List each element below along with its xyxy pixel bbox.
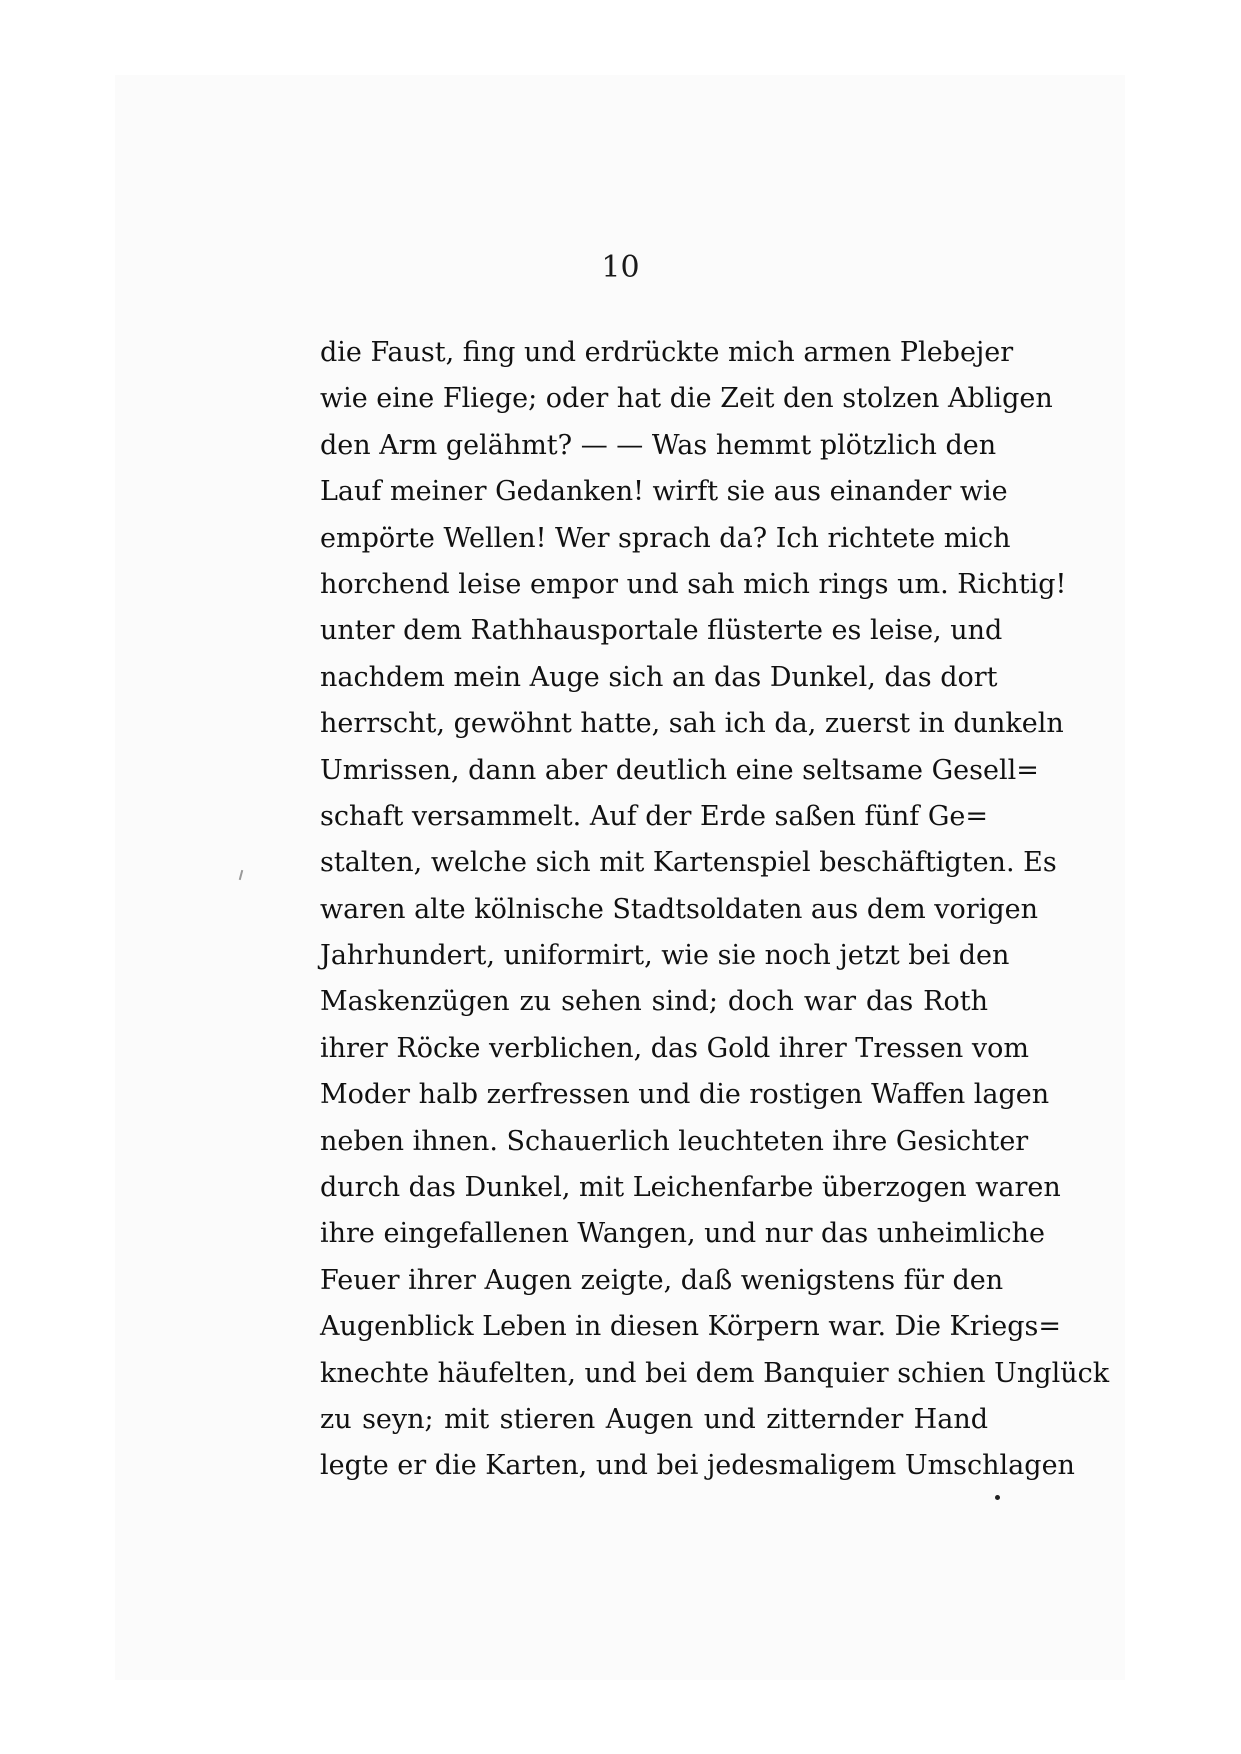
text-line: den Arm gelähmt? — — Was hemmt plötzlich den <box>320 429 997 461</box>
text-line: ihre eingefallenen Wangen, und nur das unheimliche <box>320 1218 1046 1250</box>
text-line: waren alte kölnische Stadtsoldaten aus dem vorigen <box>320 893 1038 925</box>
text-line: horchend leise empor und sah mich rings um. Richtig! <box>320 568 1067 600</box>
text-line: wie eine Fliege; oder hat die Zeit den stolzen Abligen <box>320 383 1053 415</box>
text-line: legte er die Karten, und bei jedesmaligem Umschlagen <box>320 1450 1075 1482</box>
text-line: unter dem Rathhausportale flüsterte es leise, und <box>320 615 1003 647</box>
text-line: neben ihnen. Schauerlich leuchteten ihre Gesichter <box>320 1125 1029 1157</box>
text-line: Umrissen, dann aber deutlich eine seltsame Gesell= <box>320 754 1039 786</box>
text-line: schaft versammelt. Auf der Erde saßen fünf Ge= <box>320 800 988 832</box>
text-line: zu seyn; mit stieren Augen und zitternder Hand <box>320 1403 988 1435</box>
page-number: 10 <box>601 250 640 285</box>
text-line: Jahrhundert, uniformirt, wie sie noch jetzt bei den <box>320 940 1010 972</box>
text-line: Lauf meiner Gedanken! wirft sie aus einander wie <box>320 476 1008 508</box>
text-line: knechte häufelten, und bei dem Banquier schien Unglück <box>320 1357 1110 1389</box>
scan-dot <box>995 1495 1000 1500</box>
text-line: nachdem mein Auge sich an das Dunkel, das dort <box>320 661 998 693</box>
text-line: ihrer Röcke verblichen, das Gold ihrer Tressen vom <box>320 1032 1029 1064</box>
text-line: durch das Dunkel, mit Leichenfarbe überzogen waren <box>320 1172 1061 1204</box>
body-text <box>320 330 1110 1490</box>
text-line: Augenblick Leben in diesen Körpern war. Die Kriegs= <box>320 1311 1061 1343</box>
text-line: die Faust, fing und erdrückte mich armen Plebejer <box>320 337 1014 368</box>
text-line: Maskenzügen zu sehen sind; doch war das Roth <box>320 986 988 1018</box>
text-line: herrscht, gewöhnt hatte, sah ich da, zuerst in dunkeln <box>320 708 1064 740</box>
text-line: Moder halb zerfressen und die rostigen Waffen lagen <box>320 1079 1050 1111</box>
text-line: Feuer ihrer Augen zeigte, daß wenigstens für den <box>320 1264 1004 1296</box>
text-line: stalten, welche sich mit Kartenspiel beschäftigten. Es <box>320 847 1057 879</box>
text-line: empörte Wellen! Wer sprach da? Ich richtete mich <box>320 522 1011 554</box>
